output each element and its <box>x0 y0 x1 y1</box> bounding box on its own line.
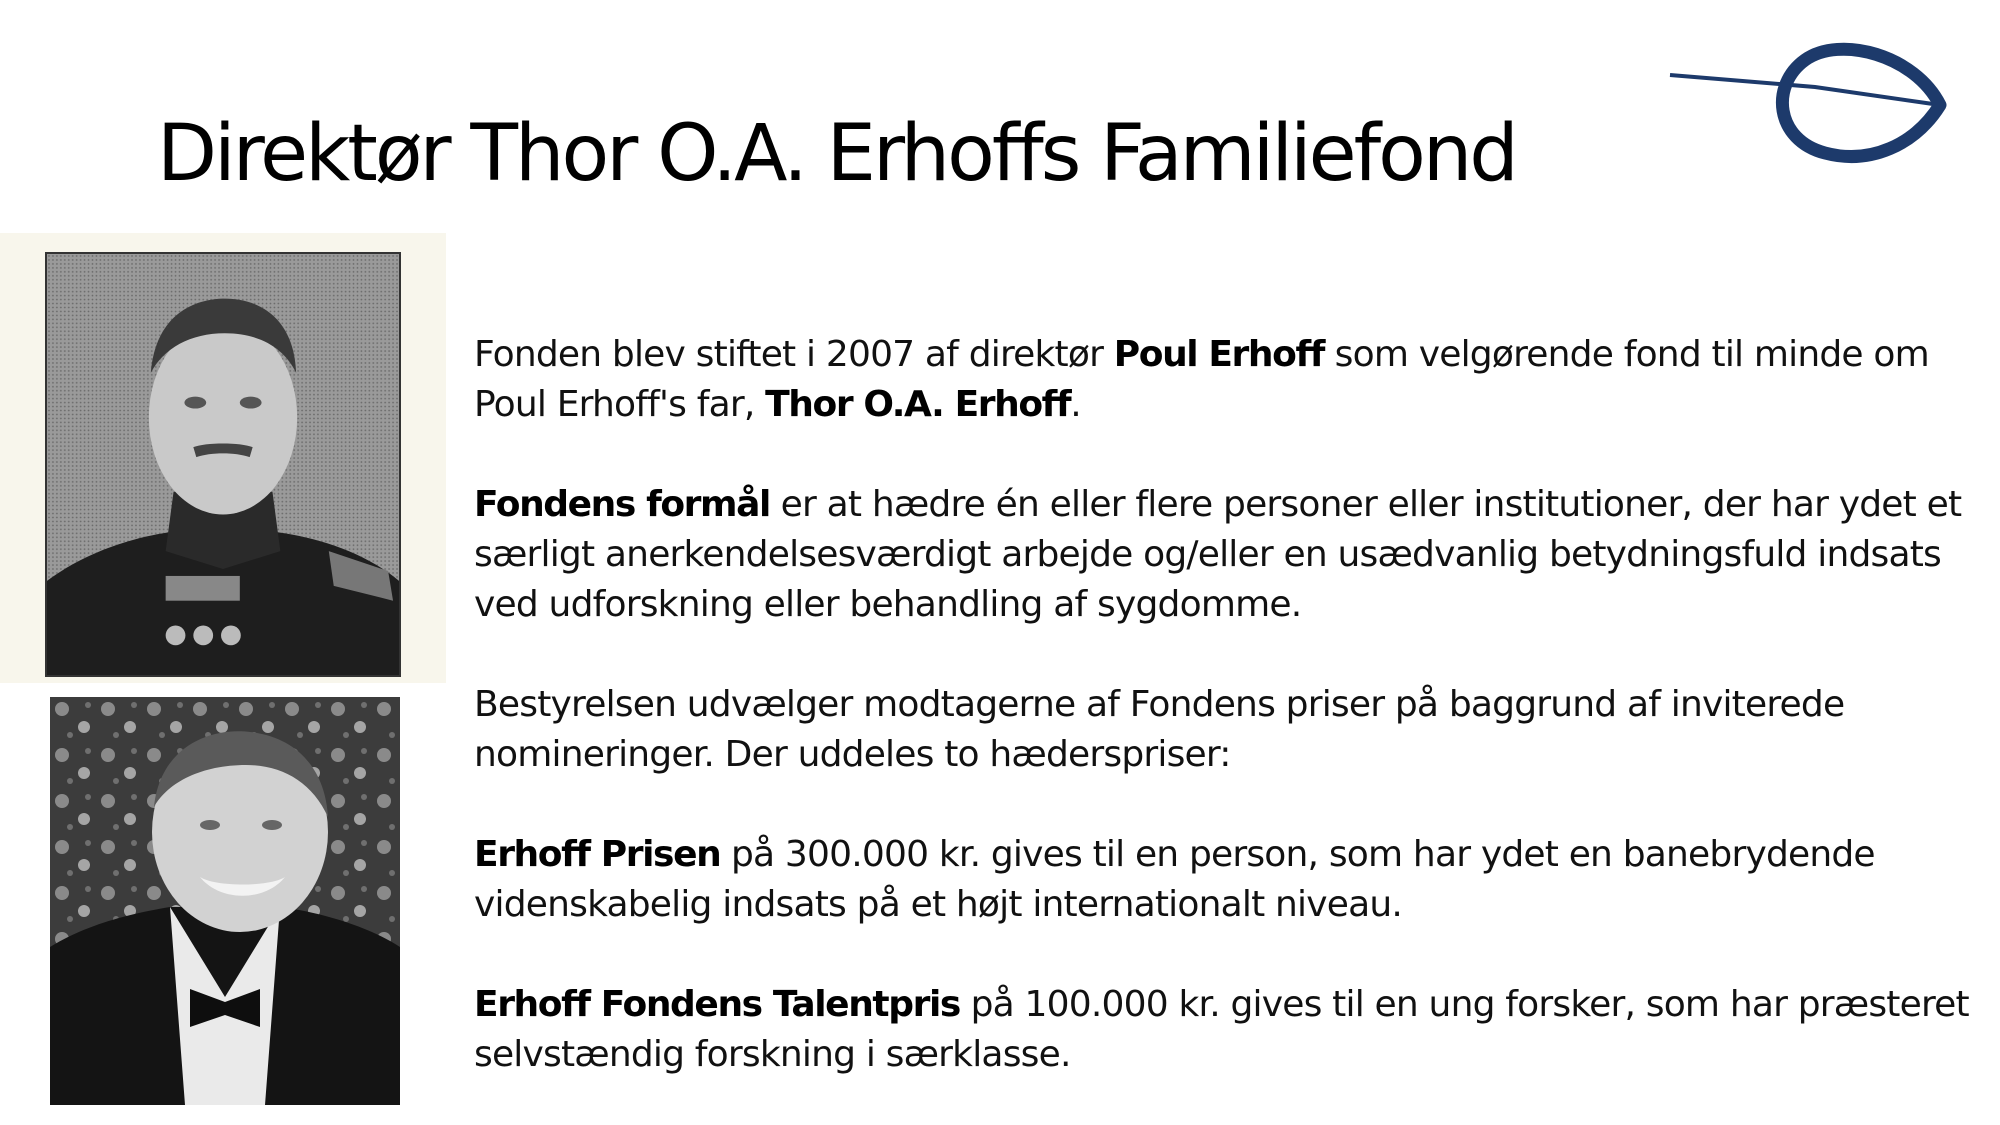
paragraph-purpose <box>474 480 1994 630</box>
bold-heading: Erhoff Fondens Talentpris <box>474 984 960 1025</box>
text-span: . <box>1070 384 1081 425</box>
paragraph-talent-prize <box>474 980 1994 1080</box>
paragraph-selection <box>474 680 1994 780</box>
text-span: Bestyrelsen udvælger modtagerne af Fondens priser på baggrund af inviterede nomineringer. Der uddeles to hæderspriser: <box>474 684 1845 775</box>
text-span: på 300.000 kr. gives til en person, som har ydet en banebrydende videnskabelig indsats på et højt internationalt niveau. <box>474 834 1875 925</box>
body-text <box>474 330 1994 1080</box>
portrait-poul-erhoff <box>50 697 400 1105</box>
erhoff-logo-icon <box>1665 25 1955 170</box>
slide-title: Direktør Thor O.A. Erhoffs Familiefond <box>157 109 1516 199</box>
text-span: på 100.000 kr. gives til en ung forsker, som har præsteret selvstændig forskning i særklasse. <box>474 984 1969 1075</box>
bold-heading: Fondens formål <box>474 484 770 525</box>
text-span: Fonden blev stiftet i 2007 af direktør <box>474 334 1114 375</box>
text-span: er at hædre én eller flere personer eller institutioner, der har ydet et særligt anerkendelsesværdigt arbejde og/eller en usædvanlig betydningsfuld indsats ved udforskning eller behandling af sygdomme. <box>474 484 1962 625</box>
text-span: som velgørende fond til minde om Poul Erhoff's far, <box>474 334 1929 425</box>
portrait-thor-erhoff <box>45 252 401 677</box>
paragraph-founding <box>474 330 1994 430</box>
bold-heading: Erhoff Prisen <box>474 834 721 875</box>
paragraph-erhoff-prize <box>474 830 1994 930</box>
bold-name: Poul Erhoff <box>1113 334 1325 375</box>
bold-name: Thor O.A. Erhoff <box>765 384 1071 425</box>
